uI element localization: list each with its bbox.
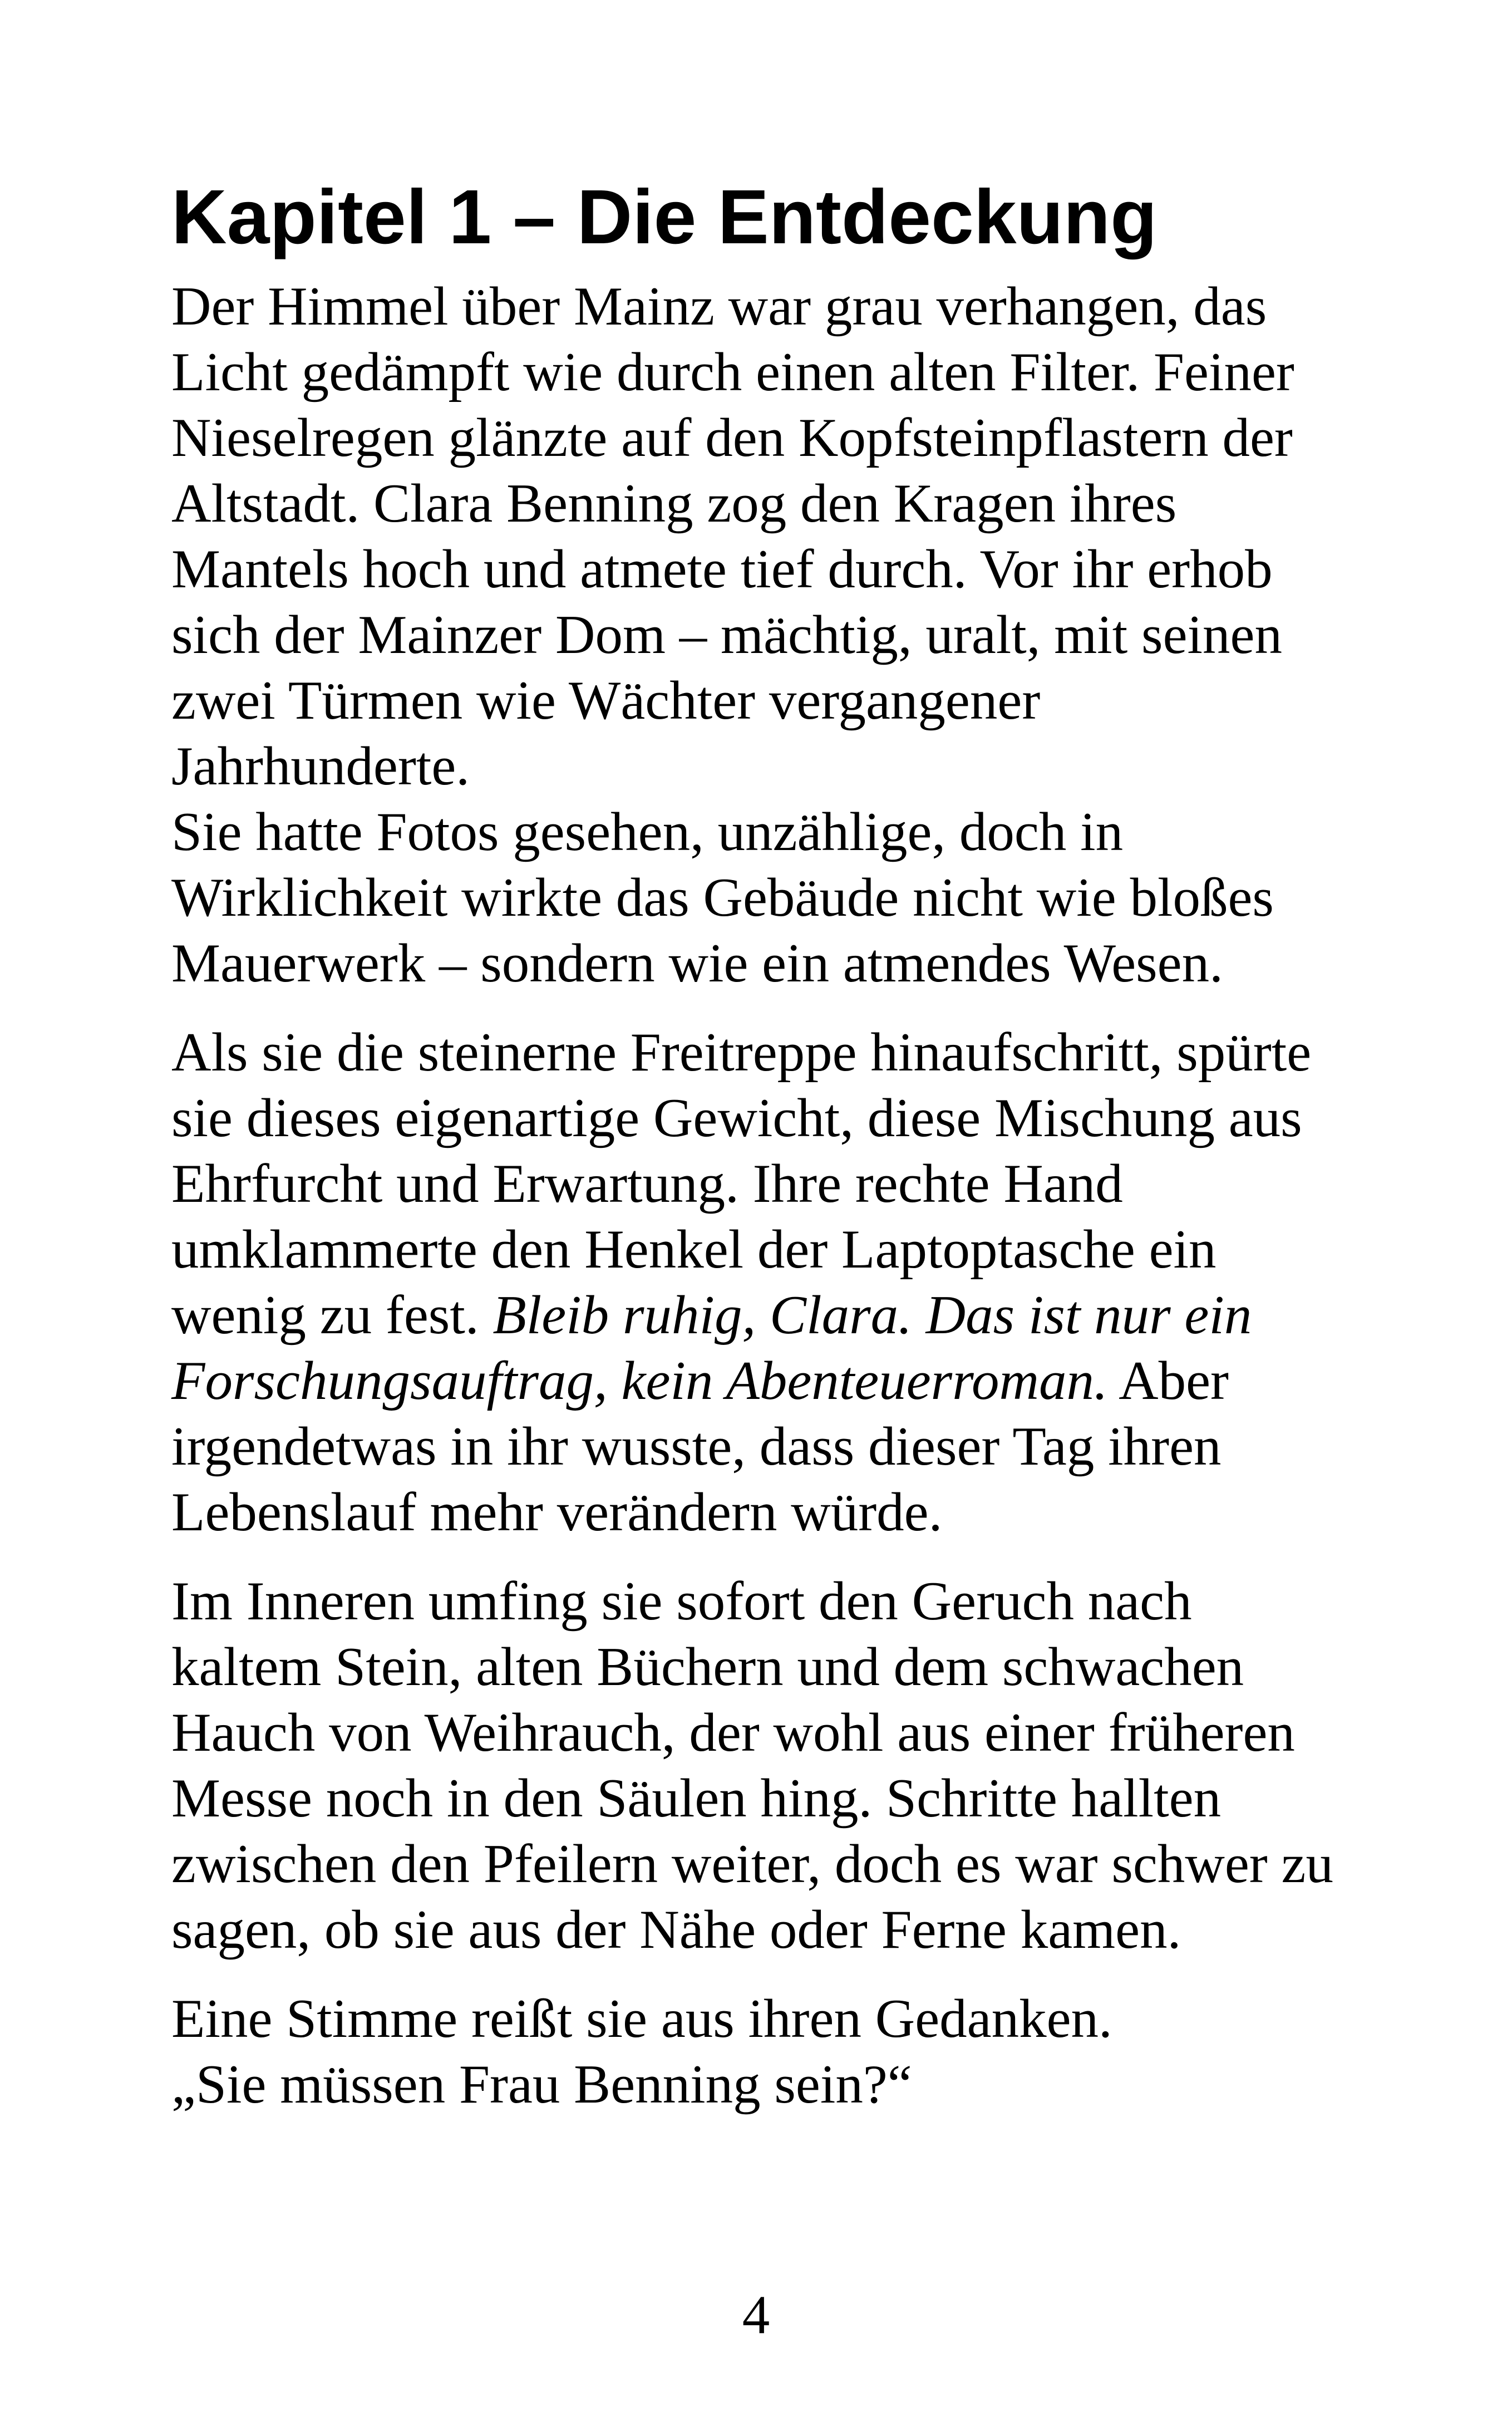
paragraph-2 xyxy=(171,1020,1373,1545)
italic-thought: Bleib ruhig, Clara. Das ist nur ein xyxy=(492,1285,1252,1345)
text-line: Messe noch in den Säulen hing. Schritte hallten xyxy=(171,1768,1222,1829)
text-line: Ehrfurcht und Erwartung. Ihre rechte Hand xyxy=(171,1153,1123,1214)
text-line: Nieselregen glänzte auf den Kopfsteinpflastern der xyxy=(171,407,1293,468)
page-number: 4 xyxy=(742,2285,770,2345)
text-line: Altstadt. Clara Benning zog den Kragen ihres xyxy=(171,473,1177,534)
text-line: zwischen den Pfeilern weiter, doch es war schwer zu xyxy=(171,1834,1333,1894)
text-run: Aber xyxy=(1107,1350,1229,1411)
text-line: Hauch von Weihrauch, der wohl aus einer früheren xyxy=(171,1702,1295,1763)
text-line: Im Inneren umfing sie sofort den Geruch nach xyxy=(171,1571,1192,1632)
text-line: irgendetwas in ihr wusste, dass dieser Tag ihren xyxy=(171,1416,1222,1477)
text-line: Als sie die steinerne Freitreppe hinaufschritt, spürte xyxy=(171,1022,1312,1083)
dialogue-line: „Sie müssen Frau Benning sein?“ xyxy=(171,2054,912,2115)
text-line: Mantels hoch und atmete tief durch. Vor ihr erhob xyxy=(171,539,1273,600)
text-line: Der Himmel über Mainz war grau verhangen, das xyxy=(171,276,1267,337)
italic-thought: Forschungsauftrag, kein Abenteuerroman. xyxy=(171,1350,1108,1411)
text-line: sich der Mainzer Dom – mächtig, uralt, mit seinen xyxy=(171,605,1282,665)
paragraph-1 xyxy=(171,274,1373,996)
text-line: Mauerwerk – sondern wie ein atmendes Wesen. xyxy=(171,933,1223,994)
text-line: Sie hatte Fotos gesehen, unzählige, doch in xyxy=(171,802,1124,862)
chapter-title: Kapitel 1 – Die Entdeckung xyxy=(171,174,1158,260)
text-line: Jahrhunderte. xyxy=(171,736,470,797)
text-line: kaltem Stein, alten Büchern und dem schwachen xyxy=(171,1637,1244,1697)
text-line: Wirklichkeit wirkte das Gebäude nicht wie bloßes xyxy=(171,867,1274,928)
page-text-block xyxy=(171,167,1373,2141)
paragraph-3 xyxy=(171,1569,1373,1963)
paragraph-4 xyxy=(171,1986,1373,2118)
text-line: umklammerte den Henkel der Laptoptasche ein xyxy=(171,1219,1217,1280)
text-line: zwei Türmen wie Wächter vergangener xyxy=(171,670,1041,731)
text-line xyxy=(171,1348,1373,1414)
text-line: Licht gedämpft wie durch einen alten Filter. Feiner xyxy=(171,342,1294,402)
text-line xyxy=(171,1283,1373,1348)
text-line: sagen, ob sie aus der Nähe oder Ferne kamen. xyxy=(171,1899,1181,1960)
text-line: sie dieses eigenartige Gewicht, diese Mischung aus xyxy=(171,1088,1302,1148)
text-line: Eine Stimme reißt sie aus ihren Gedanken. xyxy=(171,1988,1112,2049)
text-line: Lebenslauf mehr verändern würde. xyxy=(171,1482,943,1543)
text-run: wenig zu fest. xyxy=(171,1285,493,1345)
